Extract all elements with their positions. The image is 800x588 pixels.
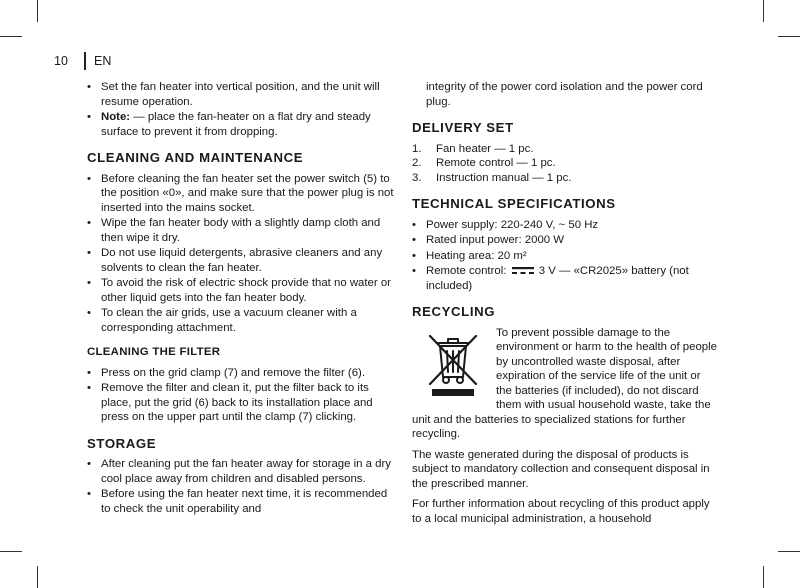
list-item: 1. Fan heater — 1 pc. xyxy=(412,142,534,155)
list-item: • Heating area: 20 m² xyxy=(412,249,718,264)
crop-mark xyxy=(0,36,22,37)
list-item: • Do not use liquid detergents, abrasive cleaners and any solvents to clean the fan heater. xyxy=(87,246,397,275)
list-item: • Remote control: 3 V — «CR2025» battery (not included) xyxy=(412,264,718,293)
list-item: • Note: — place the fan-heater on a flat dry and steady surface to prevent it from dropping. xyxy=(87,110,397,139)
intro-list xyxy=(87,80,397,139)
crop-mark xyxy=(778,551,800,552)
section-title-filter: CLEANING THE FILTER xyxy=(87,346,221,358)
recycling-paragraph: To prevent possible damage to the environment or harm to the health of people by uncontrolled waste disposal, after expiration of the service life of the unit or the batteries (if included), do not discard them with usual household waste, take the unit and the batteries to specialized stations for further recycling. xyxy=(412,326,717,440)
section-title-cleaning: CLEANING AND MAINTENANCE xyxy=(87,150,304,165)
list-item: • Power supply: 220-240 V, ~ 50 Hz xyxy=(412,218,718,233)
language-code: EN xyxy=(94,54,112,68)
page-number: 10 xyxy=(54,54,68,68)
list-item: • To clean the air grids, use a vacuum cleaner with a corresponding attachment. xyxy=(87,306,397,335)
section-title-specs: TECHNICAL SPECIFICATIONS xyxy=(412,196,616,211)
delivery-list xyxy=(412,142,718,186)
continued-text: integrity of the power cord isolation and the power cord plug. xyxy=(426,81,703,108)
crop-mark xyxy=(37,566,38,588)
crop-mark xyxy=(763,0,764,22)
list-item: • Before cleaning the fan heater set the power switch (5) to the position «0», and make sure that the power plug is not inserted into the mains socket. xyxy=(87,172,397,216)
left-column xyxy=(87,80,397,516)
dc-current-icon xyxy=(512,267,534,275)
cleaning-list xyxy=(87,172,397,336)
specs-list xyxy=(412,218,718,294)
list-item: 3. Instruction manual — 1 pc. xyxy=(412,171,572,184)
recycling-paragraph: For further information about recycling of this product apply to a local municipal administration, a household xyxy=(412,498,710,525)
list-item: • Wipe the fan heater body with a slightly damp cloth and then wipe it dry. xyxy=(87,216,397,245)
crossed-out-wheelie-bin-icon xyxy=(424,332,482,398)
note-label: Note: xyxy=(101,111,131,123)
list-item: • Press on the grid clamp (7) and remove the filter (6). xyxy=(87,366,397,381)
list-item: • Set the fan heater into vertical position, and the unit will resume operation. xyxy=(87,80,397,109)
recycling-paragraph: The waste generated during the disposal of products is subject to mandatory collection and consequent disposal in the prescribed manner. xyxy=(412,448,710,490)
list-item: • Remove the filter and clean it, put the filter back to its place, put the grid (6) back to its installation place and press on the upper part until the clamp (7) clicking. xyxy=(87,381,397,425)
page-header xyxy=(54,52,111,70)
recycling-block xyxy=(412,326,718,527)
storage-list xyxy=(87,457,397,516)
crop-mark xyxy=(37,0,38,22)
crop-mark xyxy=(778,36,800,37)
list-item: • Before using the fan heater next time, it is recommended to check the unit operability and xyxy=(87,487,397,516)
crop-mark xyxy=(0,551,22,552)
section-title-storage: STORAGE xyxy=(87,435,157,451)
header-divider xyxy=(84,52,86,70)
crop-mark xyxy=(763,566,764,588)
filter-list xyxy=(87,366,397,425)
list-item: 2. Remote control — 1 pc. xyxy=(412,157,556,169)
section-title-delivery: DELIVERY SET xyxy=(412,120,514,135)
section-title-recycling: RECYCLING xyxy=(412,304,496,319)
list-item: • Rated input power: 2000 W xyxy=(412,233,718,248)
right-column xyxy=(412,80,718,526)
list-item: • To avoid the risk of electric shock provide that no water or other liquid gets into the fan heater body. xyxy=(87,276,397,305)
list-item: • After cleaning put the fan heater away for storage in a dry cool place away from children and disabled persons. xyxy=(87,457,397,486)
